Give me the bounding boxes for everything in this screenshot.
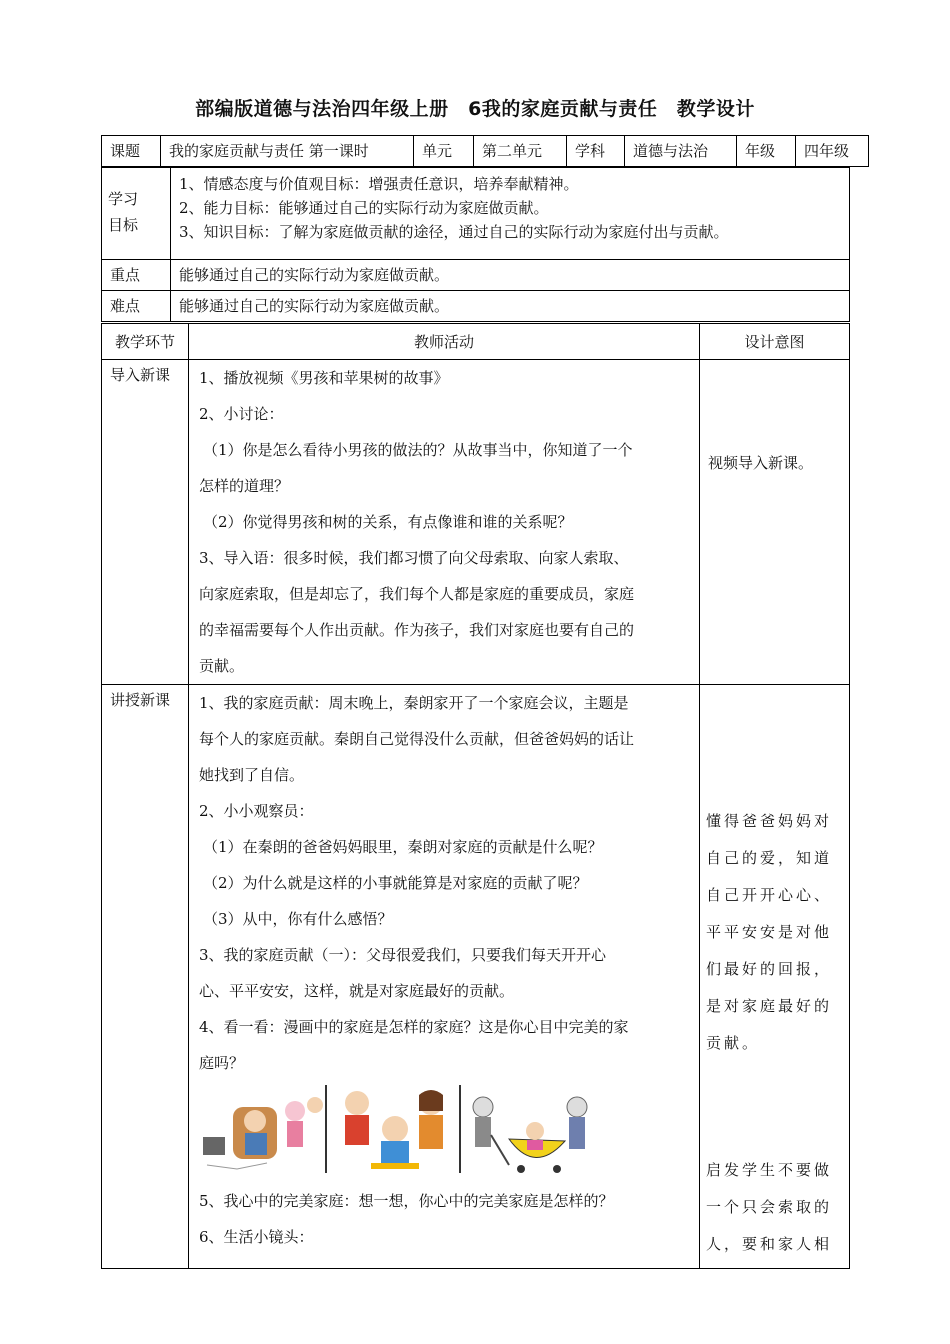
- intro-line: 贡献。: [199, 657, 245, 675]
- teach-line: （3）从中，你有什么感悟？: [203, 910, 393, 928]
- key-point-label: 重点: [102, 260, 171, 291]
- teach-design-line: 平平安安是对他: [706, 923, 833, 941]
- teach-line: 1、我的家庭贡献：周末晚上，秦朗家开了一个家庭会议，主题是: [199, 694, 629, 712]
- teach-line: 3、我的家庭贡献（一）：父母很爱我们，只要我们每天开开心: [199, 946, 607, 964]
- teach-design-line: 自己的爱，知道: [706, 849, 833, 867]
- teach-line: 庭吗？: [199, 1054, 245, 1072]
- teach-design-line: 贡献。: [706, 1034, 761, 1052]
- teach-line: 2、小小观察员：: [199, 802, 314, 820]
- unit-label: 单元: [414, 136, 474, 167]
- parents-child-icon: [331, 1085, 461, 1173]
- col-design: 设计意图: [700, 324, 850, 360]
- teach-design-line: 人，要和家人相: [706, 1235, 833, 1253]
- page-title: 部编版道德与法治四年级上册 6我的家庭贡献与责任 教学设计: [195, 98, 755, 120]
- intro-stage: 导入新课: [102, 360, 189, 685]
- goals-label: 学习目标: [108, 190, 139, 234]
- grade-value: 四年级: [796, 136, 869, 167]
- col-teacher: 教师活动: [189, 324, 700, 360]
- comic-strip: [197, 1085, 699, 1173]
- subject-label: 学科: [567, 136, 625, 167]
- teach-line: 5、我心中的完美家庭：想一想，你心中的完美家庭是怎样的？: [199, 1192, 614, 1210]
- teach-line: 她找到了自信。: [199, 766, 305, 784]
- intro-line: 向家庭索取，但是却忘了，我们每个人都是家庭的重要成员，家庭: [199, 585, 635, 603]
- intro-design: 视频导入新课。: [708, 454, 814, 472]
- goals-table: [101, 167, 850, 322]
- intro-line: （2）你觉得男孩和树的关系，有点像谁和谁的关系呢？: [203, 513, 573, 531]
- teach-stage: 讲授新课: [102, 685, 189, 1269]
- unit-value: 第二单元: [474, 136, 567, 167]
- goal-item: 2、能力目标：能够通过自己的实际行动为家庭做贡献。: [179, 199, 549, 217]
- teach-design-line: 懂得爸爸妈妈对: [706, 812, 833, 830]
- grandparents-stroller-icon: [465, 1085, 593, 1173]
- teach-line: （2）为什么就是这样的小事就能算是对家庭的贡献了呢？: [203, 874, 588, 892]
- intro-line: （1）你是怎么看待小男孩的做法的？从故事当中，你知道了一个: [203, 441, 633, 459]
- lesson-value: 我的家庭贡献与责任 第一课时: [161, 136, 414, 167]
- goal-item: 3、知识目标：了解为家庭做贡献的途径，通过自己的实际行动为家庭付出与贡献。: [179, 223, 729, 241]
- tv-family-icon: [197, 1085, 327, 1173]
- teach-design-line: 自己开开心心、: [706, 886, 833, 904]
- intro-line: 1、播放视频《男孩和苹果树的故事》: [199, 369, 449, 387]
- subject-value: 道德与法治: [625, 136, 737, 167]
- intro-line: 的幸福需要每个人作出贡献。作为孩子，我们对家庭也要有自己的: [199, 621, 635, 639]
- teach-design-line: 一个只会索取的: [706, 1198, 833, 1216]
- intro-line: 2、小讨论：: [199, 405, 284, 423]
- teach-design-line: 启发学生不要做: [706, 1161, 833, 1179]
- teach-line: 心、平平安安，这样，就是对家庭最好的贡献。: [199, 982, 515, 1000]
- difficulty-value: 能够通过自己的实际行动为家庭做贡献。: [171, 291, 850, 322]
- key-point-value: 能够通过自己的实际行动为家庭做贡献。: [171, 260, 850, 291]
- col-stage: 教学环节: [102, 324, 189, 360]
- intro-line: 3、导入语：很多时候，我们都习惯了向父母索取、向家人索取、: [199, 549, 629, 567]
- teach-line: 4、看一看：漫画中的家庭是怎样的家庭？这是你心目中完美的家: [199, 1018, 629, 1036]
- teach-design-line: 是对家庭最好的: [706, 997, 833, 1015]
- teach-line: （1）在秦朗的爸爸妈妈眼里，秦朗对家庭的贡献是什么呢？: [203, 838, 603, 856]
- teach-line: 6、生活小镜头：: [199, 1228, 314, 1246]
- grade-label: 年级: [737, 136, 796, 167]
- lesson-label: 课题: [102, 136, 161, 167]
- process-table: [101, 323, 850, 1269]
- intro-line: 怎样的道理？: [199, 477, 290, 495]
- teach-design-line: 们最好的回报，: [706, 960, 833, 978]
- teach-line: 每个人的家庭贡献。秦朗自己觉得没什么贡献，但爸爸妈妈的话让: [199, 730, 635, 748]
- header-table: [101, 135, 869, 167]
- difficulty-label: 难点: [102, 291, 171, 322]
- goal-item: 1、情感态度与价值观目标：增强责任意识，培养奉献精神。: [179, 175, 579, 193]
